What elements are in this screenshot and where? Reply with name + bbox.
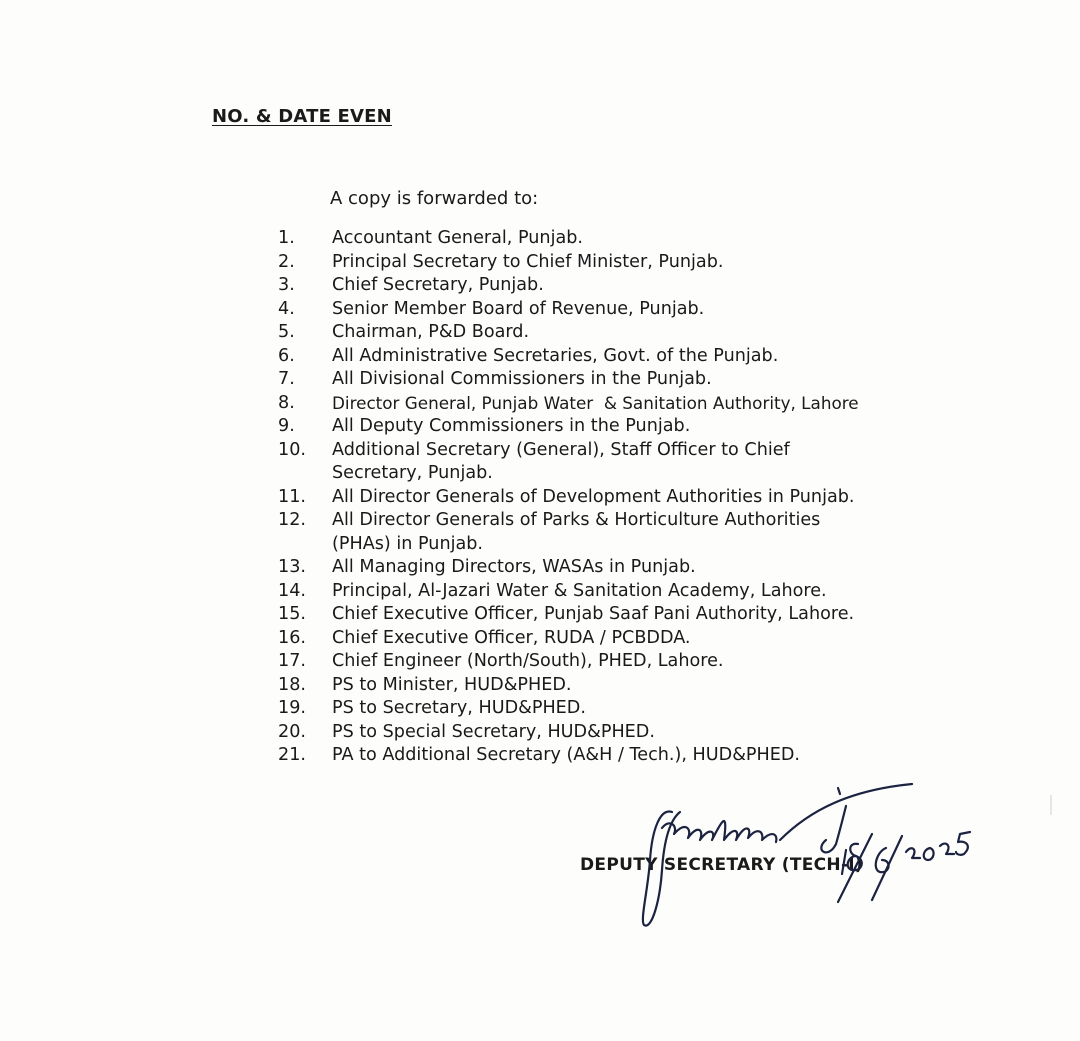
- item-number: 21.: [278, 745, 306, 765]
- item-number: 8.: [278, 392, 295, 413]
- item-text: Accountant General, Punjab.: [332, 228, 584, 248]
- list-item: [278, 744, 958, 768]
- signature-stroke: [842, 850, 846, 874]
- item-number: 3.: [278, 275, 295, 295]
- item-text: Senior Member Board of Revenue, Punjab.: [332, 298, 705, 319]
- item-number: 10.: [278, 439, 306, 460]
- list-item: [278, 274, 958, 298]
- signature-stroke: [924, 848, 934, 860]
- list-item: [278, 674, 958, 698]
- signature-strokes: [643, 784, 970, 926]
- list-item: [278, 697, 958, 721]
- list-item: [278, 298, 958, 322]
- list-item: [278, 580, 958, 604]
- item-number: 18.: [278, 674, 306, 695]
- list-item: [278, 345, 958, 369]
- list-item: [278, 321, 958, 345]
- item-number: 16.: [278, 627, 306, 648]
- item-text: Additional Secretary (General), Staff Officer to Chief Secretary, Punjab.: [332, 439, 790, 483]
- item-text: All Director Generals of Development Authorities in Punjab.: [332, 486, 855, 507]
- list-item: [278, 227, 958, 251]
- item-number: 15.: [278, 604, 306, 624]
- item-text: All Deputy Commissioners in the Punjab.: [332, 416, 691, 436]
- item-number: 19.: [278, 698, 306, 718]
- list-item: [278, 627, 958, 651]
- recipient-list: [278, 227, 958, 768]
- item-number: 17.: [278, 651, 306, 671]
- list-item: [278, 650, 958, 674]
- item-number: 5.: [278, 322, 295, 342]
- item-text: PS to Special Secretary, HUD&PHED.: [332, 721, 655, 742]
- item-text: Director General, Punjab Water & Sanitation Authority, Lahore: [332, 392, 859, 413]
- item-text: Chief Executive Officer, RUDA / PCBDDA.: [332, 627, 691, 648]
- signatory-designation: DEPUTY SECRETARY (TECH-I): [580, 855, 864, 875]
- item-text: PS to Minister, HUD&PHED.: [332, 674, 572, 695]
- list-item: [278, 368, 958, 392]
- item-number: 4.: [278, 298, 295, 319]
- item-text: PA to Additional Secretary (A&H / Tech.), HUD&PHED.: [332, 745, 801, 765]
- signature-stroke: [780, 784, 912, 840]
- item-text: All Managing Directors, WASAs in Punjab.: [332, 557, 696, 577]
- item-text: Chief Secretary, Punjab.: [332, 275, 544, 295]
- forwarding-intro: A copy is forwarded to:: [330, 188, 539, 209]
- list-item: [278, 251, 958, 275]
- signature-stroke: [940, 844, 954, 854]
- item-text: Principal Secretary to Chief Minister, Punjab.: [332, 251, 724, 272]
- signature-stroke: [956, 832, 970, 855]
- item-number: 7.: [278, 369, 295, 389]
- item-text: All Divisional Commissioners in the Punjab.: [332, 369, 712, 389]
- item-number: 6.: [278, 345, 295, 366]
- item-number: 1.: [278, 228, 295, 248]
- signature-stroke: [838, 788, 840, 794]
- item-number: 20.: [278, 721, 306, 742]
- handwritten-signature: [600, 770, 980, 940]
- list-item: [278, 603, 958, 627]
- scan-edge-mark: [1050, 795, 1052, 815]
- signature-stroke: [662, 821, 776, 842]
- item-number: 2.: [278, 251, 295, 272]
- item-text: Chief Executive Officer, Punjab Saaf Pani Authority, Lahore.: [332, 604, 855, 624]
- item-number: 11.: [278, 486, 306, 507]
- item-number: 13.: [278, 557, 306, 577]
- list-item: [278, 439, 958, 486]
- item-text: All Administrative Secretaries, Govt. of the Punjab.: [332, 345, 779, 366]
- signature-stroke: [906, 848, 920, 858]
- item-text: All Director Generals of Parks & Horticulture Authorities (PHAs) in Punjab.: [332, 510, 821, 554]
- list-item: [278, 556, 958, 580]
- item-text: PS to Secretary, HUD&PHED.: [332, 698, 586, 718]
- list-item: [278, 486, 958, 510]
- list-item: [278, 392, 958, 416]
- item-number: 9.: [278, 416, 295, 436]
- item-text: Principal, Al-Jazari Water & Sanitation Academy, Lahore.: [332, 580, 827, 601]
- list-item: [278, 415, 958, 439]
- signature-stroke: [821, 806, 846, 852]
- list-item: [278, 509, 958, 556]
- reference-heading: NO. & DATE EVEN: [212, 106, 392, 127]
- item-text: Chairman, P&D Board.: [332, 322, 530, 342]
- list-item: [278, 721, 958, 745]
- item-text: Chief Engineer (North/South), PHED, Lahore.: [332, 651, 724, 671]
- item-number: 12.: [278, 510, 306, 530]
- item-number: 14.: [278, 580, 306, 601]
